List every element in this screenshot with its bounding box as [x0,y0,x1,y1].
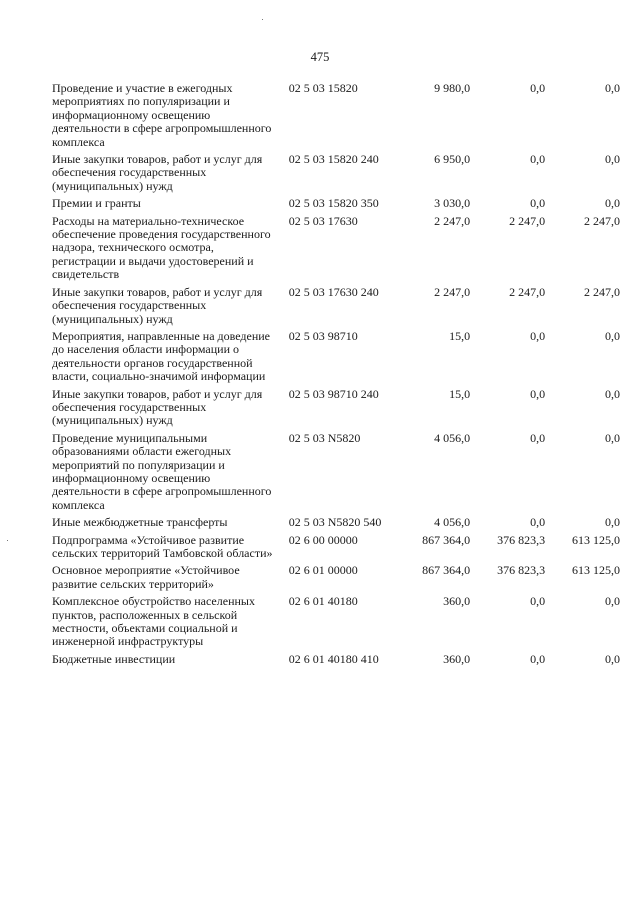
expense-name: Основное мероприятие «Устойчивое развитие сельских территорий» [52,563,240,591]
budget-code: 02 5 03 17630 240 [288,284,379,299]
budget-code: 02 5 03 98710 240 [288,386,379,401]
amount-year-3: 2 247,0 [583,213,620,228]
amount-year-1: 4 056,0 [434,430,471,445]
expense-name: Комплексное обустройство населенных пунктов, расположенных в сельской местности, объектами социальной и инженерной инфраструктуры [52,594,255,649]
budget-code: 02 6 01 00000 [288,563,358,578]
expense-name: Иные межбюджетные трансферты [52,515,228,530]
amount-year-2: 0,0 [530,651,546,666]
table-row [52,388,620,432]
amount-year-3: 0,0 [604,81,620,95]
expense-name: Проведение и участие в ежегодных мероприятиях по популяризации и информационному освещению деятельности в сфере агропромышленного комплекса [52,81,272,149]
table-row [52,516,620,533]
table-body [52,82,620,670]
amount-year-3: 0,0 [604,430,620,445]
table-row [52,153,620,197]
amount-year-1: 867 364,0 [422,563,471,578]
budget-code: 02 5 03 98710 [288,328,358,343]
amount-year-2: 2 247,0 [509,284,546,299]
budget-code: 02 6 01 40180 [288,594,358,609]
table-row [52,534,620,565]
amount-year-3: 0,0 [604,386,620,401]
amount-year-1: 2 247,0 [434,284,471,299]
budget-code: 02 5 03 N5820 540 [288,515,382,530]
expense-name: Проведение муниципальными образованиями области ежегодных мероприятий по популяризации и информационному освещению деятельности в сфере агропромышленного комплекса [52,430,272,512]
expense-name: Иные закупки товаров, работ и услуг для обеспечения государственных (муниципальных) нужд [52,152,263,193]
amount-year-3: 0,0 [604,152,620,167]
table-row [52,595,620,653]
expense-name: Иные закупки товаров, работ и услуг для обеспечения государственных (муниципальных) нужд [52,284,263,326]
amount-year-3: 0,0 [604,651,620,666]
table-row [52,215,620,286]
amount-year-2: 0,0 [530,515,546,530]
amount-year-3: 0,0 [604,594,620,609]
amount-year-1: 360,0 [443,651,471,666]
amount-year-1: 9 980,0 [434,81,471,95]
budget-code: 02 6 00 00000 [288,532,358,547]
amount-year-1: 4 056,0 [434,515,471,530]
amount-year-3: 2 247,0 [583,284,620,299]
amount-year-3: 613 125,0 [571,563,620,578]
amount-year-1: 15,0 [449,328,471,343]
amount-year-1: 2 247,0 [434,213,471,228]
scan-speck [262,19,263,20]
budget-code: 02 5 03 17630 [288,213,358,228]
amount-year-2: 2 247,0 [509,213,546,228]
expense-name: Иные закупки товаров, работ и услуг для обеспечения государственных (муниципальных) нужд [52,386,263,428]
expense-name: Бюджетные инвестиции [52,651,176,666]
table-row [52,330,620,388]
amount-year-2: 0,0 [530,430,546,445]
budget-table [52,82,620,670]
scan-speck [7,540,8,541]
amount-year-3: 0,0 [604,328,620,343]
budget-code: 02 5 03 N5820 [288,430,361,445]
table-row [52,653,620,670]
amount-year-1: 6 950,0 [434,152,471,167]
amount-year-1: 15,0 [449,386,471,401]
amount-year-1: 867 364,0 [422,532,471,547]
amount-year-2: 376 823,3 [497,563,546,578]
expense-name: Расходы на материально-техническое обеспечение проведения государственного надзора, технического осмотра, регистрации и выдачи удостоверений и свидетельств [52,213,271,282]
amount-year-3: 0,0 [604,515,620,530]
page-number: 475 [310,50,330,64]
budget-code: 02 5 03 15820 350 [288,196,379,211]
table-row [52,286,620,330]
budget-code: 02 5 03 15820 [288,81,358,95]
table-row [52,82,620,153]
amount-year-1: 360,0 [443,594,471,609]
amount-year-2: 0,0 [530,152,546,167]
amount-year-2: 0,0 [530,81,546,95]
amount-year-3: 0,0 [604,196,620,211]
expense-name: Мероприятия, направленные на доведение до населения области информации о деятельности органов государственной власти, социально-значимой информации [52,328,270,384]
amount-year-2: 0,0 [530,328,546,343]
amount-year-1: 3 030,0 [434,196,471,211]
budget-code: 02 6 01 40180 410 [288,651,379,666]
budget-code: 02 5 03 15820 240 [288,152,379,167]
expense-name: Подпрограмма «Устойчивое развитие сельских территорий Тамбовской области» [52,532,273,560]
table-row [52,432,620,516]
amount-year-2: 0,0 [530,386,546,401]
amount-year-2: 376 823,3 [497,532,546,547]
table-row [52,564,620,595]
amount-year-2: 0,0 [530,594,546,609]
amount-year-3: 613 125,0 [571,532,620,547]
amount-year-2: 0,0 [530,196,546,211]
table-row [52,197,620,214]
expense-name: Премии и гранты [52,196,141,211]
